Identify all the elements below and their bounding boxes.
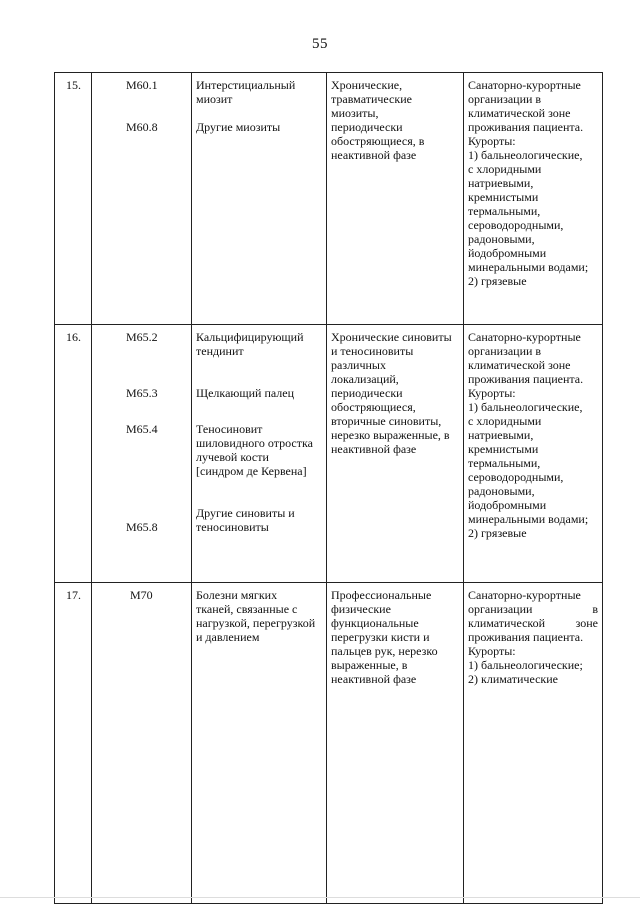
conditions-line: климатической зоне bbox=[468, 616, 598, 630]
resort-indications-table bbox=[54, 72, 603, 904]
row-number: 15. bbox=[55, 73, 92, 325]
page-edge-divider bbox=[0, 897, 640, 898]
treatment-conditions-cell: Санаторно-курортные организации в климатической зоне проживания пациента. Курорты: 1) бальнеологические, с хлоридными натриевыми, кремнистыми термальными, сероводородными, радоновыми, йодобромными минеральными водами; 2) грязевые bbox=[464, 73, 603, 325]
icd-codes-cell bbox=[92, 325, 192, 583]
disease-name: Другие миозиты bbox=[196, 120, 281, 134]
disease-name: Щелкающий палец bbox=[196, 386, 295, 400]
disease-form-cell: Профессиональные физические функциональные перегрузки кисти и пальцев рук, нерезко выраженные, в неактивной фазе bbox=[327, 583, 464, 904]
icd-code: M65.4 bbox=[126, 422, 158, 436]
disease-name: Теносиновит шиловидного отростка лучевой кости [синдром де Кервена] bbox=[196, 422, 313, 478]
disease-form-cell: Хронические, травматические миозиты, периодически обостряющиеся, в неактивной фазе bbox=[327, 73, 464, 325]
conditions-line: организации в bbox=[468, 602, 598, 616]
row-number: 16. bbox=[55, 325, 92, 583]
disease-names-cell bbox=[192, 583, 327, 904]
disease-name: Интерстициальный миозит bbox=[196, 78, 296, 106]
page-number: 55 bbox=[312, 36, 328, 52]
disease-name: Другие синовиты и теносиновиты bbox=[196, 506, 295, 534]
disease-form-cell: Хронические синовиты и теносиновиты различных локализаций, периодически обостряющиеся, вторичные синовиты, нерезко выраженные, в неактивной фазе bbox=[327, 325, 464, 583]
table-row bbox=[55, 325, 603, 583]
disease-names-cell bbox=[192, 325, 327, 583]
icd-code: M60.1 bbox=[126, 78, 158, 92]
table-row bbox=[55, 73, 603, 325]
conditions-line: 1) бальнеологические; bbox=[468, 658, 583, 672]
treatment-conditions-cell: Санаторно-курортные организации в климатической зоне проживания пациента. Курорты: 1) бальнеологические, с хлоридными натриевыми, кремнистыми термальными, сероводородными, радоновыми, йодобромными минеральными водами; 2) грязевые bbox=[464, 325, 603, 583]
conditions-line: 2) климатические bbox=[468, 672, 558, 686]
icd-code: M65.2 bbox=[126, 330, 158, 344]
conditions-line: проживания пациента. bbox=[468, 630, 584, 644]
icd-code: M65.3 bbox=[126, 386, 158, 400]
row-number: 17. bbox=[55, 583, 92, 904]
icd-codes-cell bbox=[92, 583, 192, 904]
conditions-line: Курорты: bbox=[468, 644, 516, 658]
conditions-line: Санаторно-курортные bbox=[468, 588, 581, 602]
icd-code: M70 bbox=[130, 588, 153, 602]
treatment-conditions-cell bbox=[464, 583, 603, 904]
icd-codes-cell bbox=[92, 73, 192, 325]
disease-names-cell bbox=[192, 73, 327, 325]
table-row bbox=[55, 583, 603, 904]
disease-name: Кальцифицирующий тендинит bbox=[196, 330, 304, 358]
disease-name: Болезни мягких тканей, связанные с нагрузкой, перегрузкой и давлением bbox=[196, 588, 316, 644]
icd-code: M65.8 bbox=[126, 520, 158, 534]
icd-code: M60.8 bbox=[126, 120, 158, 134]
